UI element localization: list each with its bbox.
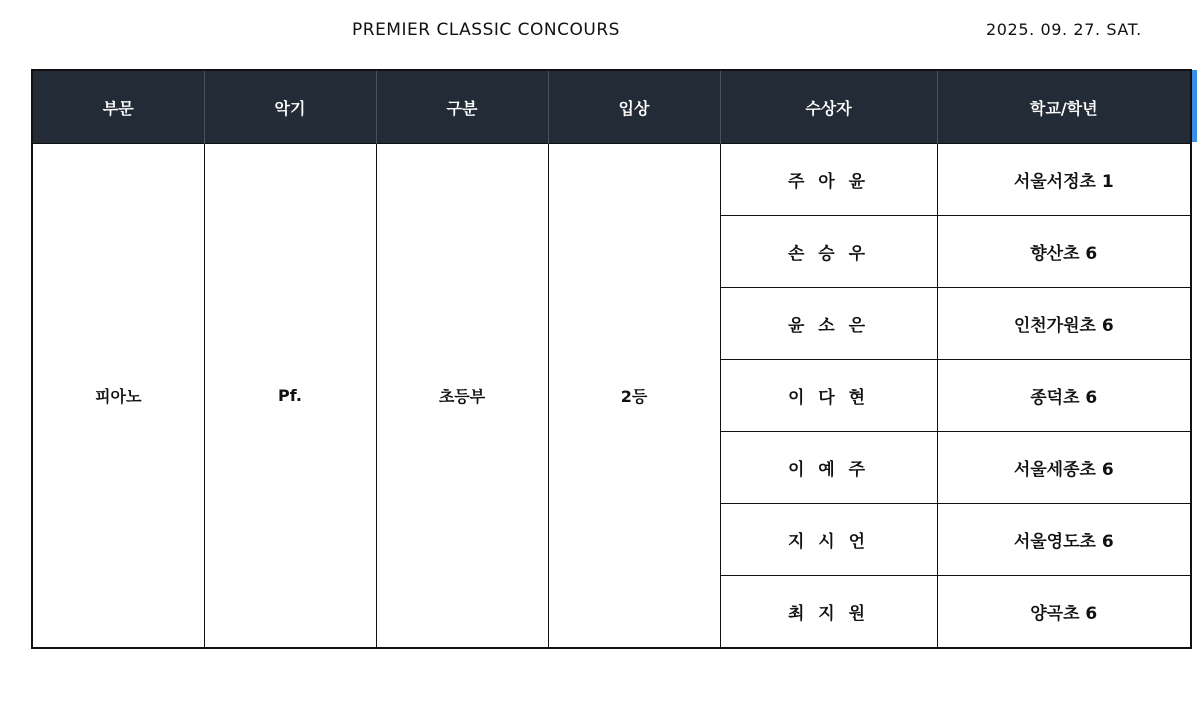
winner-name-cell [720, 432, 937, 504]
winner-name-cell [720, 144, 937, 216]
category-cell: 초등부 [376, 144, 548, 649]
school-grade-cell: 인천가원초 6 [937, 288, 1191, 360]
winner-name: 지 시 언 [787, 532, 870, 552]
results-table [31, 69, 1192, 649]
school-grade-cell: 종덕초 6 [937, 360, 1191, 432]
table-header-row [32, 70, 1191, 144]
school-grade-cell: 서울세종초 6 [937, 432, 1191, 504]
winner-name: 손 승 우 [787, 244, 870, 264]
winner-name-cell [720, 216, 937, 288]
winner-name: 주 아 윤 [787, 172, 870, 192]
column-header-division: 부문 [32, 70, 204, 144]
winner-name: 이 다 현 [787, 388, 870, 408]
column-header-winner: 수상자 [720, 70, 937, 144]
winner-name-cell [720, 576, 937, 649]
division-cell: 피아노 [32, 144, 204, 649]
winner-name-cell [720, 288, 937, 360]
column-header-instrument: 악기 [204, 70, 376, 144]
winner-name: 이 예 주 [787, 460, 870, 480]
school-grade-cell: 서울서정초 1 [937, 144, 1191, 216]
column-header-category: 구분 [376, 70, 548, 144]
column-header-school-grade: 학교/학년 [937, 70, 1191, 144]
award-cell: 2등 [548, 144, 720, 649]
document-title: PREMIER CLASSIC CONCOURS [352, 20, 620, 40]
table-row [32, 144, 1191, 216]
winner-name: 최 지 원 [787, 604, 870, 624]
school-grade-cell: 양곡초 6 [937, 576, 1191, 649]
school-grade-cell: 서울영도초 6 [937, 504, 1191, 576]
document-date: 2025. 09. 27. SAT. [986, 20, 1142, 39]
winner-name: 윤 소 은 [787, 316, 870, 336]
winner-name-cell [720, 360, 937, 432]
column-header-award: 입상 [548, 70, 720, 144]
instrument-cell: Pf. [204, 144, 376, 649]
winner-name-cell [720, 504, 937, 576]
school-grade-cell: 향산초 6 [937, 216, 1191, 288]
